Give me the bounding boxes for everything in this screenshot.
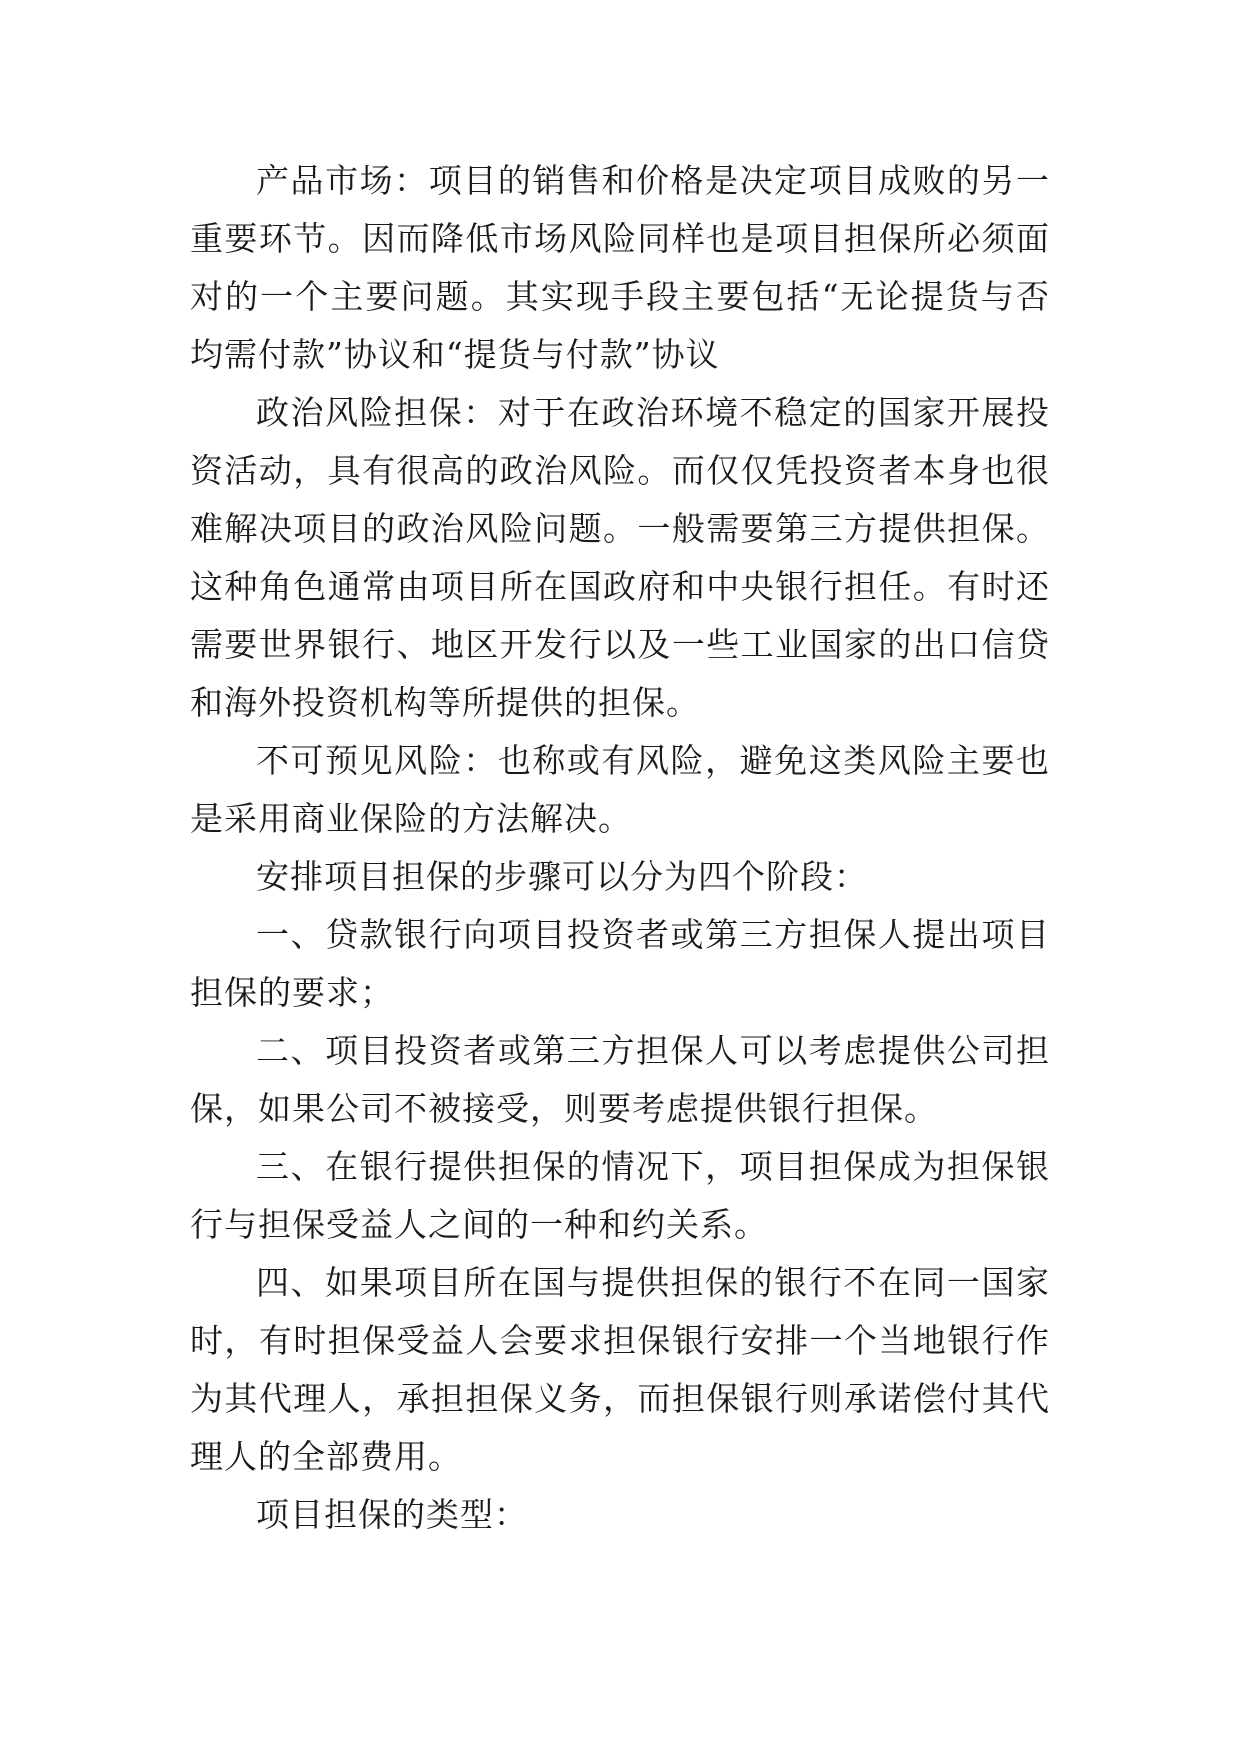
paragraph-political-risk: 政治风险担保：对于在政治环境不稳定的国家开展投资活动，具有很高的政治风险。而仅仅凭投资者本身也很难解决项目的政治风险问题。一般需要第三方提供担保。这种角色通常由项目所在国政府和中央银行担任。有时还需要世界银行、地区开发行以及一些工业国家的出口信贷和海外投资机构等所提供的担保。 [190, 393, 1050, 722]
paragraph-steps-intro: 安排项目担保的步骤可以分为四个阶段： [256, 857, 868, 896]
paragraph-step-3: 三、在银行提供担保的情况下，项目担保成为担保银行与担保受益人之间的一种和约关系。 [190, 1147, 1050, 1244]
paragraph-unforeseen-risk: 不可预见风险：也称或有风险，避免这类风险主要也是采用商业保险的方法解决。 [190, 741, 1050, 838]
document-body [190, 152, 1050, 1544]
paragraph-product-market: 产品市场：项目的销售和价格是决定项目成败的另一重要环节。因而降低市场风险同样也是项目担保所必须面对的一个主要问题。其实现手段主要包括“无论提货与否均需付款”协议和“提货与付款”协议 [190, 161, 1050, 374]
paragraph-step-1: 一、贷款银行向项目投资者或第三方担保人提出项目担保的要求； [190, 915, 1050, 1012]
paragraph-step-4: 四、如果项目所在国与提供担保的银行不在同一国家时，有时担保受益人会要求担保银行安排一个当地银行作为其代理人，承担担保义务，而担保银行则承诺偿付其代理人的全部费用。 [190, 1263, 1050, 1476]
paragraph-step-2: 二、项目投资者或第三方担保人可以考虑提供公司担保，如果公司不被接受，则要考虑提供银行担保。 [190, 1031, 1050, 1128]
paragraph-guarantee-types: 项目担保的类型： [256, 1495, 528, 1534]
